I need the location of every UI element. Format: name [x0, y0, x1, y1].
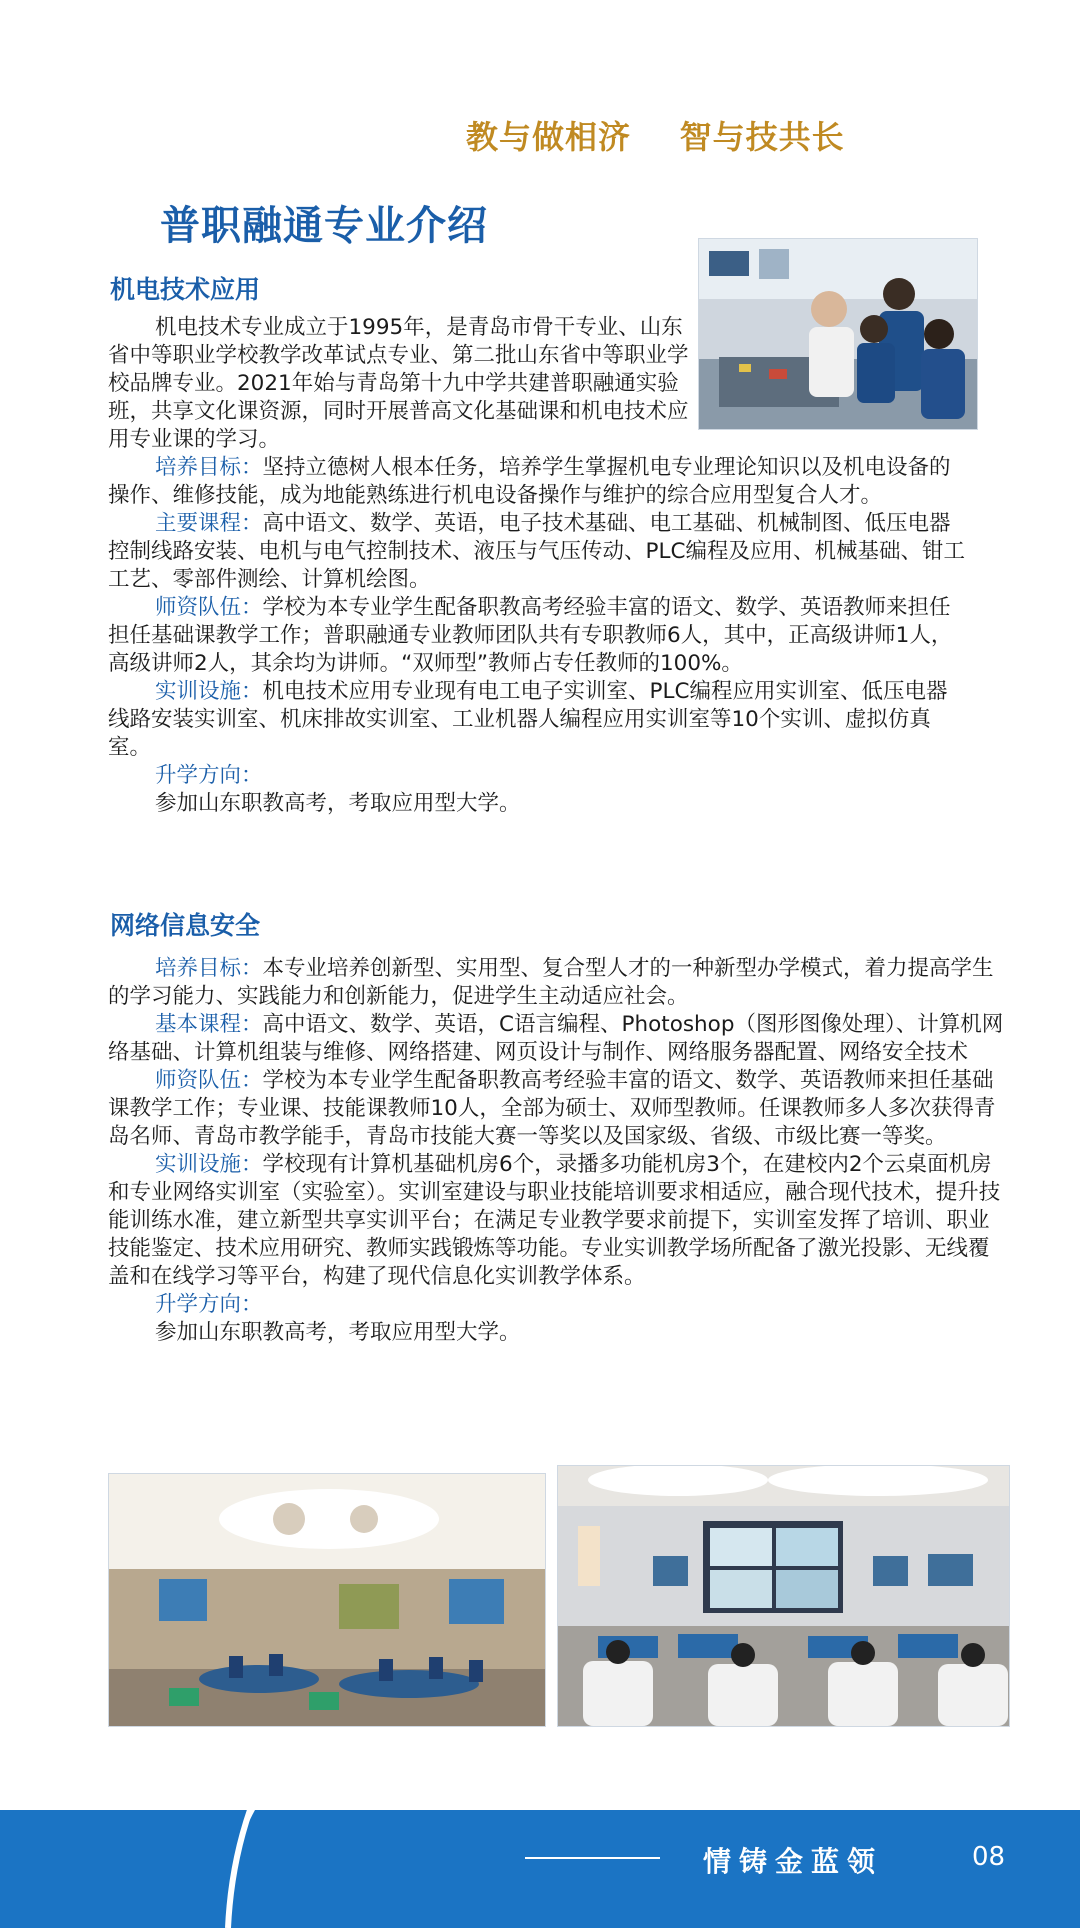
intro-paragraph: [108, 314, 693, 454]
classroom-photo-right: [557, 1465, 1010, 1727]
facilities-text: 学校现有计算机基础机房6个，录播多功能机房3个，在建校内2个云桌面机房和专业网络实训室（实验室）。实训室建设与职业技能培训要求相适应，融合现代技术，提升技能训练水准，建立新型共享实训平台；在满足专业教学要求前提下，实训室发挥了培训、职业技能鉴定、技术应用研究、教师实践锻炼等功能。专业实训教学场所配备了激光投影、无线覆盖和在线学习等平台，构建了现代信息化实训教学体系。: [108, 1152, 1001, 1289]
goal-label: 培养目标：: [155, 956, 263, 981]
path-text: 参加山东职教高考，考取应用型大学。: [155, 1320, 521, 1345]
faculty-paragraph: [108, 1067, 1010, 1151]
path-label-paragraph: [108, 1291, 1010, 1319]
facilities-text: 机电技术应用专业现有电工电子实训室、PLC编程应用实训室、低压电器线路安装实训室、机床排故实训室、工业机器人编程应用实训室等10个实训、虚拟仿真室。: [108, 679, 948, 760]
faculty-paragraph: [108, 594, 968, 678]
footer-divider-line: [525, 1857, 660, 1859]
goal-text: 本专业培养创新型、实用型、复合型人才的一种新型办学模式，着力提高学生的学习能力、实践能力和创新能力，促进学生主动适应社会。: [108, 956, 994, 1009]
section-body-mechatronics: [108, 314, 968, 818]
header-slogan: 教与做相济 智与技共长: [466, 118, 845, 156]
courses-label: 主要课程：: [155, 511, 263, 536]
path-paragraph: [108, 1319, 1010, 1347]
section-body-network-security: [108, 955, 1010, 1347]
faculty-label: 师资队伍：: [155, 1068, 263, 1093]
courses-text: 高中语文、数学、英语，C语言编程、Photoshop（图形图像处理）、计算机网络基础、计算机组装与维修、网络搭建、网页设计与制作、网络服务器配置、网络安全技术: [108, 1012, 1004, 1065]
facilities-paragraph: [108, 1151, 1010, 1291]
goal-text: 坚持立德树人根本任务，培养学生掌握机电专业理论知识以及机电设备的操作、维修技能，成为地能熟练进行机电设备操作与维护的综合应用型复合人才。: [108, 455, 951, 508]
facilities-label: 实训设施：: [155, 679, 263, 704]
page-title: 普职融通专业介绍: [160, 203, 488, 249]
faculty-text: 学校为本专业学生配备职教高考经验丰富的语文、数学、英语教师来担任基础课教学工作；专业课、技能课教师10人，全部为硕士、双师型教师。任课教师多人多次获得青岛名师、青岛市教学能手，青岛市技能大赛一等奖以及国家级、省级、市级比赛一等奖。: [108, 1068, 996, 1149]
courses-label: 基本课程：: [155, 1012, 263, 1037]
faculty-label: 师资队伍：: [155, 595, 263, 620]
footer-band: [0, 1800, 1080, 1928]
page-number: 08: [972, 1842, 1006, 1872]
courses-paragraph: [108, 510, 968, 594]
goal-paragraph: [108, 955, 1010, 1011]
faculty-text: 学校为本专业学生配备职教高考经验丰富的语文、数学、英语教师来担任担任基础课教学工作；普职融通专业教师团队共有专职教师6人，其中，正高级讲师1人，高级讲师2人，其余均为讲师。“双师型”教师占专任教师的100%。: [108, 595, 953, 676]
path-label: 升学方向：: [155, 763, 263, 788]
path-label: 升学方向：: [155, 1292, 263, 1317]
path-label-paragraph: [108, 762, 968, 790]
facilities-paragraph: [108, 678, 968, 762]
goal-label: 培养目标：: [155, 455, 263, 480]
courses-paragraph: [108, 1011, 1010, 1067]
footer-slogan: 情铸金蓝领: [703, 1845, 884, 1878]
facilities-label: 实训设施：: [155, 1152, 263, 1177]
path-paragraph: [108, 790, 968, 818]
goal-paragraph: [108, 454, 968, 510]
path-text: 参加山东职教高考，考取应用型大学。: [155, 791, 521, 816]
section-title-mechatronics: 机电技术应用: [110, 275, 261, 304]
section-title-network-security: 网络信息安全: [110, 911, 261, 940]
footer-swoosh-graphic: [0, 1800, 1080, 1928]
courses-text: 高中语文、数学、英语，电子技术基础、电工基础、机械制图、低压电器控制线路安装、电机与电气控制技术、液压与气压传动、PLC编程及应用、机械基础、钳工工艺、零部件测绘、计算机绘图。: [108, 511, 965, 592]
intro-text: 机电技术专业成立于1995年，是青岛市骨干专业、山东省中等职业学校教学改革试点专业、第二批山东省中等职业学校品牌专业。2021年始与青岛第十九中学共建普职融通实验班，共享文化课资源，同时开展普高文化基础课和机电技术应用专业课的学习。: [108, 315, 689, 452]
classroom-photo-left: [108, 1473, 546, 1727]
